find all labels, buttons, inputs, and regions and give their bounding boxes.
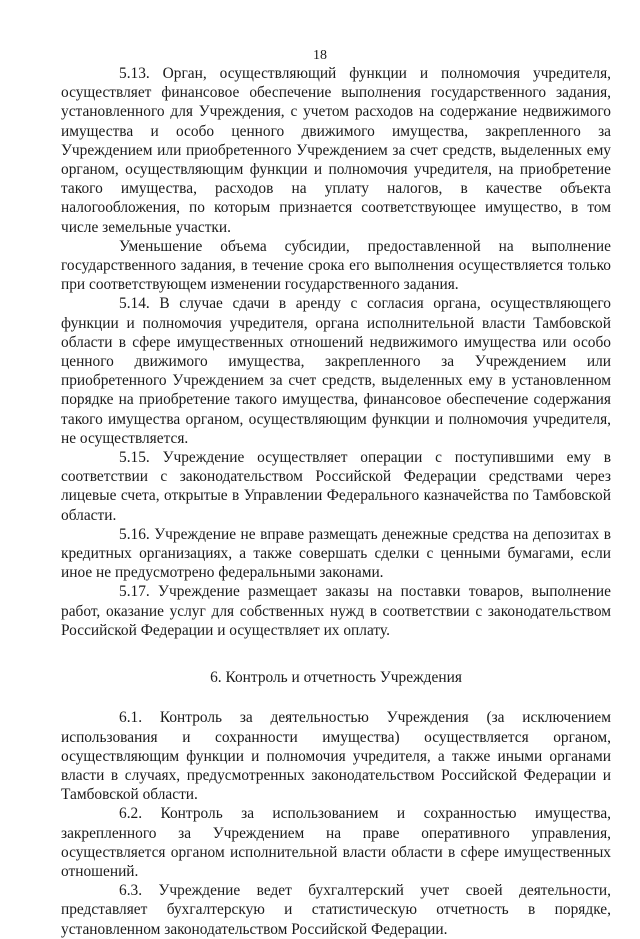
paragraph-6-1: 6.1. Контроль за деятельностью Учреждения (за исключением использования и сохранности имущества) осуществляется органом, осуществляющим функции и полномочия учредителя, а также иными органами власти в случаях, предусмотренных законодательством Российской Федерации и Тамбовской области.	[61, 709, 611, 804]
document-body	[61, 64, 611, 939]
section-6-heading: 6. Контроль и отчетность Учреждения	[210, 669, 462, 687]
paragraph-5-17: 5.17. Учреждение размещает заказы на поставки товаров, выполнение работ, оказание услуг для собственных нужд в соответствии с законодательством Российской Федерации и осуществляет их оплату.	[61, 583, 611, 639]
paragraph-5-15: 5.15. Учреждение осуществляет операции с поступившими ему в соответствии с законодательством Российской Федерации средствами через лицевые счета, открытые в Управлении Федерального казначейства по Тамбовской области.	[61, 449, 611, 524]
paragraph-5-16: 5.16. Учреждение не вправе размещать денежные средства на депозитах в кредитных организациях, а также совершать сделки с ценными бумагами, если иное не предусмотрено федеральными законами.	[61, 525, 611, 582]
paragraph-5-13: 5.13. Орган, осуществляющий функции и полномочия учредителя, осуществляет финансовое обеспечение выполнения государственного задания, установленного для Учреждения, с учетом расходов на содержание недвижимого имущества и особо ценного движимого имущества, закрепленного за Учреждением или приобретенного Учреждением за счет средств, выделенных ему органом, осуществляющим функции и полномочия учредителя, на приобретение такого имущества, расходов на уплату налогов, в качестве объекта налогообложения, по которым признается соответствующее имущество, в том числе земельные участки.	[61, 65, 611, 236]
paragraph-5-14: 5.14. В случае сдачи в аренду с согласия органа, осуществляющего функции и полномочия учредителя, органа исполнительной власти Тамбовской области в сфере имущественных отношений недвижимого имущества или особо ценного движимого имущества, закрепленного за Учреждением или приобретенного Учреждением за счет средств, выделенных ему в установленном порядке на приобретение такого имущества, финансовое обеспечение содержания такого имущества органом, осуществляющим функции и полномочия учредителя, не осуществляется.	[61, 295, 611, 447]
page-number: 18	[313, 48, 327, 63]
paragraph-5-13-subsidy: Уменьшение объема субсидии, предоставленной на выполнение государственного задания, в течение срока его выполнения осуществляется только при соответствующем изменении государственного задания.	[61, 237, 611, 294]
paragraph-6-2: 6.2. Контроль за использованием и сохранностью имущества, закрепленного за Учреждением на праве оперативного управления, осуществляется органом исполнительной власти области в сфере имущественных отношений.	[61, 805, 611, 880]
paragraph-6-3: 6.3. Учреждение ведет бухгалтерский учет своей деятельности, представляет бухгалтерскую и статистическую отчетность в порядке, установленном законодательством Российской Федерации.	[61, 882, 611, 938]
